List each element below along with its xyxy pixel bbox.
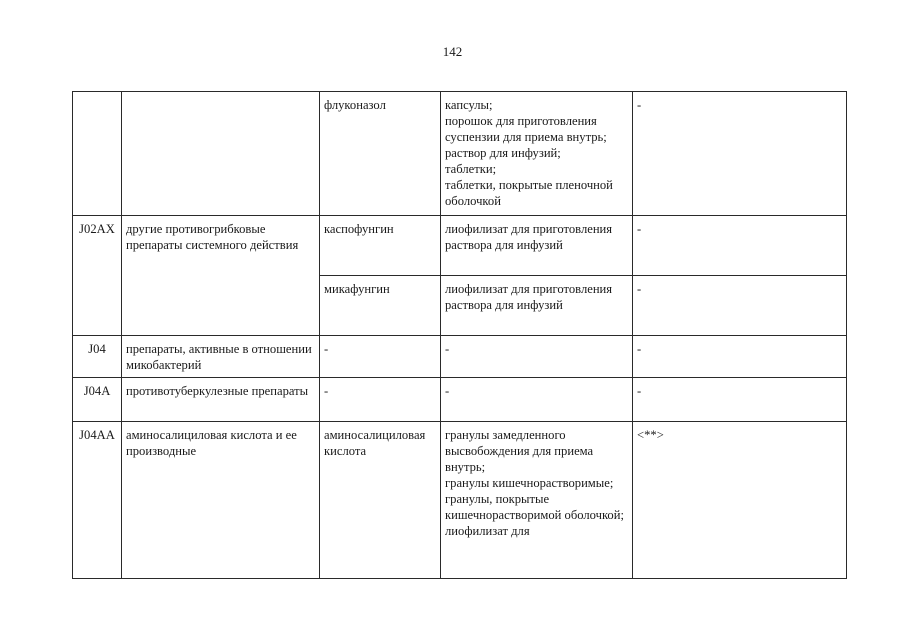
dosage-forms-cell: - [441, 378, 633, 422]
table-row [73, 378, 847, 422]
table-row [73, 92, 847, 216]
note-cell: - [633, 378, 847, 422]
drug-name-cell: микафунгин [320, 276, 441, 336]
note-cell: - [633, 336, 847, 378]
atc-code-cell: J02AX [73, 216, 122, 336]
group-name-cell: препараты, активные в отношении микобактерий [122, 336, 320, 378]
drug-name-cell: каспофунгин [320, 216, 441, 276]
drug-name-cell: аминосалициловая кислота [320, 422, 441, 579]
dosage-forms-cell: гранулы замедленного высвобождения для приема внутрь; гранулы кишечнорастворимые; гранулы, покрытые кишечнорастворимой оболочкой; лиофилизат для [441, 422, 633, 579]
note-cell: - [633, 216, 847, 276]
group-name-cell: аминосалициловая кислота и ее производные [122, 422, 320, 579]
atc-code-cell: J04AA [73, 422, 122, 579]
note-cell: - [633, 276, 847, 336]
page-number: 142 [442, 44, 463, 59]
dosage-forms-cell: лиофилизат для приготовления раствора для инфузий [441, 276, 633, 336]
note-cell: - [633, 92, 847, 216]
dosage-forms-cell: лиофилизат для приготовления раствора для инфузий [441, 216, 633, 276]
drug-name-cell: - [320, 378, 441, 422]
group-name-cell: противотуберкулезные препараты [122, 378, 320, 422]
note-cell: <**> [633, 422, 847, 579]
drug-name-cell: флуконазол [320, 92, 441, 216]
drug-name-cell: - [320, 336, 441, 378]
table-row [73, 336, 847, 378]
dosage-forms-cell: - [441, 336, 633, 378]
group-name-cell [122, 92, 320, 216]
dosage-forms-cell: капсулы; порошок для приготовления суспензии для приема внутрь; раствор для инфузий; таблетки; таблетки, покрытые пленочной оболочкой [441, 92, 633, 216]
atc-code-cell: J04A [73, 378, 122, 422]
group-name-cell: другие противогрибковые препараты системного действия [122, 216, 320, 336]
drug-table [72, 91, 847, 579]
atc-code-cell [73, 92, 122, 216]
atc-code-cell: J04 [73, 336, 122, 378]
table-row [73, 422, 847, 579]
table-row [73, 216, 847, 276]
